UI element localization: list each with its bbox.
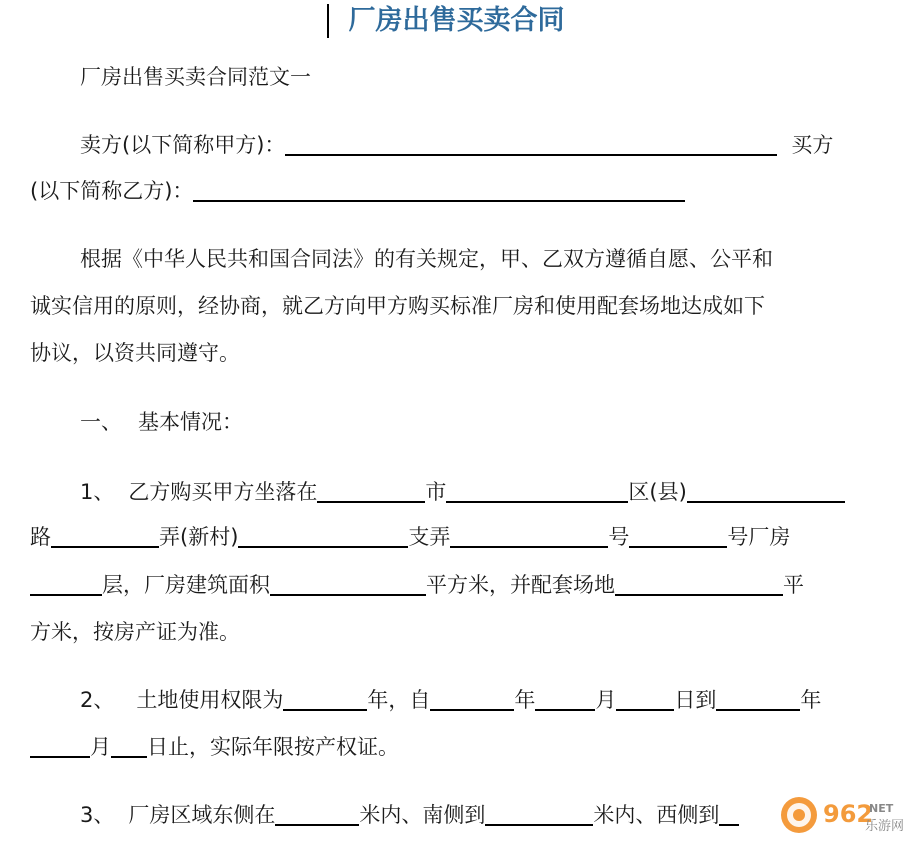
intro-text-2: 诚实信用的原则，经协商，就乙方向甲方购买标准厂房和使用配套场地达成如下 [30,294,765,318]
start-month-blank[interactable] [535,687,595,711]
south-blank[interactable] [485,802,593,826]
item2-l1-e: 日到 [674,688,717,712]
item3-l1-a: 厂房区域东侧在 [128,803,276,827]
end-year-blank[interactable] [716,687,800,711]
seller-line [80,131,833,159]
item1-l1-b: 市 [425,480,447,504]
watermark-site-text: 乐游网 [865,819,905,834]
area-blank[interactable] [270,572,426,596]
end-month-blank[interactable] [30,734,90,758]
item1-l1-c: 区(县) [628,480,687,504]
start-year-blank[interactable] [430,687,514,711]
item1-l2-d: 号 [608,525,630,549]
start-day-blank[interactable] [616,687,674,711]
item1-num: 1、 [80,480,115,504]
district-blank[interactable] [446,479,628,503]
intro-text-1: 根据《中华人民共和国合同法》的有关规定，甲、乙双方遵循自愿、公平和 [80,247,773,271]
item2-l1-f: 年 [800,688,822,712]
watermark-net-text: NET [869,802,894,815]
road-blank[interactable] [687,479,845,503]
item1-l4: 方米，按房产证为准。 [30,620,240,644]
watermark-logo-icon [779,794,909,836]
item2-l2-a: 月 [90,735,111,759]
section1-heading [80,408,243,436]
watermark-logo-text: 962 [823,800,874,828]
lane-blank[interactable] [51,524,159,548]
subtitle: 厂房出售买卖合同范文一 [80,65,311,89]
west-blank[interactable] [719,802,739,826]
east-blank[interactable] [275,802,359,826]
item1-l3-a: 层，厂房建筑面积 [102,573,270,597]
buyer-prefix: 买方 [791,133,834,157]
intro-line-3 [30,339,240,367]
item2-line-1 [80,686,821,714]
item1-l2-e: 号厂房 [727,525,791,549]
intro-line-2 [30,292,765,320]
floor-blank[interactable] [30,572,102,596]
item1-l3-c: 平 [783,573,804,597]
years-blank[interactable] [283,687,367,711]
item2-l1-d: 月 [595,688,617,712]
item3-l1-b: 米内、南侧到 [359,803,486,827]
item1-l2-a: 路 [30,525,51,549]
item2-l1-b: 年，自 [367,688,431,712]
document-title: 厂房出售买卖合同 [348,5,565,36]
city-blank[interactable] [317,479,425,503]
buyer-label: (以下简称乙方)： [30,179,194,203]
site-watermark [779,794,909,836]
factory-number-blank[interactable] [629,524,727,548]
section1-text: 基本情况： [138,410,243,434]
item1-l1-a: 乙方购买甲方坐落在 [128,480,318,504]
end-day-blank[interactable] [111,734,147,758]
item2-line-2 [30,733,399,761]
seller-label: 卖方(以下简称甲方)： [80,133,286,157]
item1-l2-c: 支弄 [408,525,451,549]
item1-line-1 [80,478,845,506]
item1-line-3 [30,571,804,599]
sub-lane-blank[interactable] [238,524,408,548]
intro-line-1 [80,245,773,273]
item1-line-2 [30,523,790,551]
item1-l2-b: 弄(新村) [159,525,239,549]
subtitle-line [80,63,311,91]
item3-num: 3、 [80,803,115,827]
number-blank[interactable] [450,524,608,548]
item3-l1-c: 米内、西侧到 [593,803,720,827]
seller-blank[interactable] [285,132,777,156]
buyer-line [30,177,685,205]
item2-num: 2、 [80,688,115,712]
item2-l1-a: 土地使用权限为 [136,688,284,712]
item3-line-1 [80,801,739,829]
item2-l2-b: 日止，实际年限按产权证。 [147,735,399,759]
intro-text-3: 协议，以资共同遵守。 [30,341,240,365]
site-area-blank[interactable] [615,572,783,596]
text-cursor [327,4,329,38]
item2-l1-c: 年 [514,688,536,712]
item1-l3-b: 平方米，并配套场地 [426,573,615,597]
item1-line-4 [30,618,240,646]
section1-num: 一、 [80,410,122,434]
buyer-blank[interactable] [193,178,685,202]
